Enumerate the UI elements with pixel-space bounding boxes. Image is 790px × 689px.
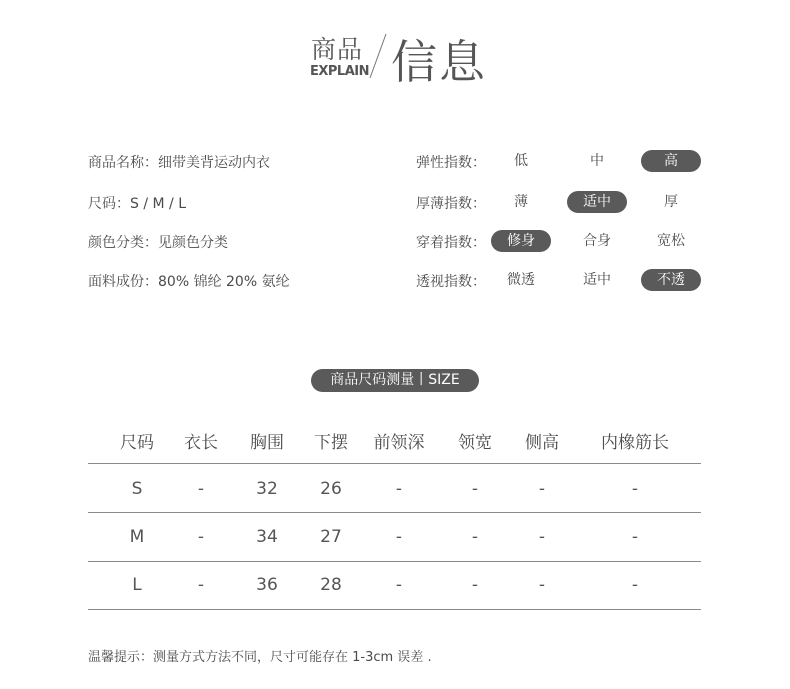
index-option-transparency-medium: 适中 [583,272,611,288]
index-label-fit: 穿着指数： [416,235,486,251]
size-section-tag: 商品尺码测量丨SIZE [311,369,479,392]
table-cell: S [131,479,143,499]
table-cell: - [471,479,479,499]
table-cell: - [631,479,639,499]
index-label-elasticity: 弹性指数： [416,155,486,171]
table-cell: L [132,575,142,595]
table-header-elastic-length: 内橡筋长 [601,433,669,453]
info-fabric: 面料成份：80% 锦纶 20% 氨纶 [88,274,290,290]
table-cell: - [538,527,546,547]
table-cell: - [631,527,639,547]
index-option-fit-loose: 宽松 [657,233,685,249]
table-cell: 34 [256,527,278,547]
table-header-size: 尺码 [120,433,154,453]
table-cell: - [538,479,546,499]
index-label-thickness: 厚薄指数： [416,196,486,212]
info-color: 颜色分类：见颜色分类 [88,235,228,251]
table-cell: - [395,479,403,499]
index-option-fit-slim: 修身 [491,230,551,252]
table-cell: 32 [256,479,278,499]
table-cell: - [471,527,479,547]
index-option-thickness-medium: 适中 [567,191,627,213]
info-sizes: 尺码：S / M / L [88,196,186,212]
info-product-name: 商品名称：细带美背运动内衣 [88,155,270,171]
table-divider [88,512,701,513]
table-cell: - [197,575,205,595]
table-header-hem: 下摆 [314,433,348,453]
table-header-neck-width: 领宽 [458,433,492,453]
table-cell: 36 [256,575,278,595]
table-cell: 27 [320,527,342,547]
header-title-small: 商品 [311,35,364,64]
table-cell: - [197,527,205,547]
header-slash-divider [367,32,389,80]
table-divider [88,561,701,562]
table-cell: M [129,527,145,547]
index-option-fit-regular: 合身 [583,233,611,249]
index-option-thickness-thin: 薄 [514,194,528,210]
table-cell: - [197,479,205,499]
index-option-elasticity-medium: 中 [590,153,604,169]
table-header-side-height: 侧高 [525,433,559,453]
table-divider [88,609,701,610]
table-cell: 28 [320,575,342,595]
index-option-elasticity-high: 高 [641,150,701,172]
table-divider [88,463,701,464]
table-cell: - [538,575,546,595]
table-header-length: 衣长 [184,433,218,453]
table-cell: 26 [320,479,342,499]
table-header-chest: 胸围 [250,433,284,453]
tips-note: 温馨提示：测量方式方法不同，尺寸可能存在 1-3cm 误差 . [88,650,432,665]
header-title-english: EXPLAIN [310,64,369,79]
index-option-elasticity-low: 低 [514,153,528,169]
table-cell: - [471,575,479,595]
index-option-thickness-thick: 厚 [664,194,678,210]
header-title-big: 信息 [391,35,487,89]
index-option-transparency-slight: 微透 [507,272,535,288]
table-header-front-neck-depth: 前领深 [373,433,425,453]
table-cell: - [395,575,403,595]
index-option-transparency-opaque: 不透 [641,269,701,291]
index-label-transparency: 透视指数： [416,274,486,290]
table-cell: - [631,575,639,595]
table-cell: - [395,527,403,547]
